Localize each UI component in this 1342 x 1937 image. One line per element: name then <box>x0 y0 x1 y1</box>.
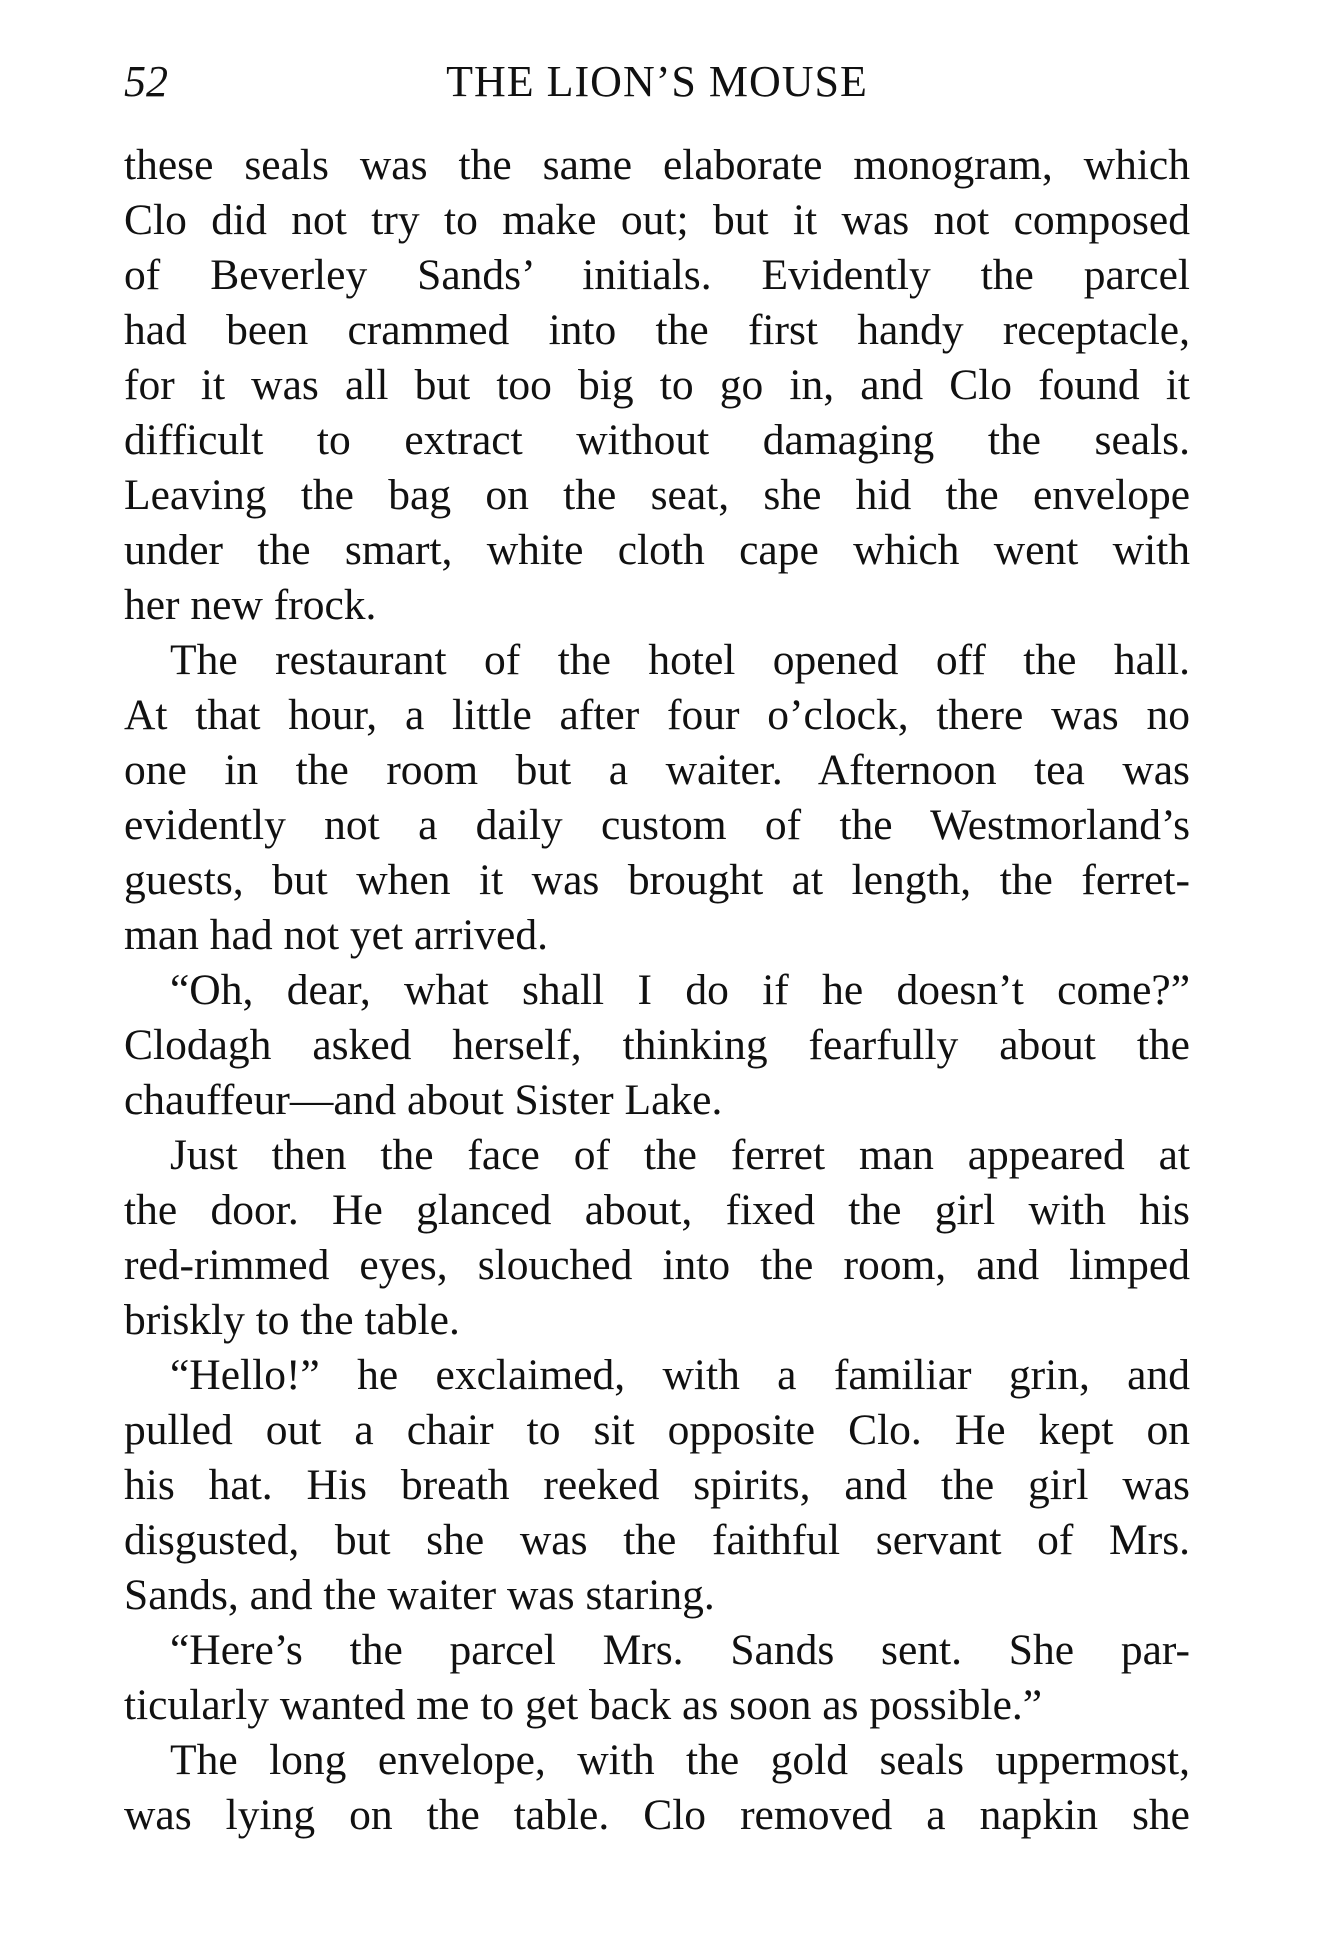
text-line: of Beverley Sands’ initials. Evidently the parcel <box>124 251 1190 299</box>
text-line: Clodagh asked herself, thinking fearfully about the <box>124 1021 1190 1069</box>
text-line: “Hello!” he exclaimed, with a familiar grin, and <box>170 1351 1190 1399</box>
page-number: 52 <box>124 57 168 106</box>
text-line: The long envelope, with the gold seals uppermost, <box>170 1736 1190 1784</box>
text-line: man had not yet arrived. <box>124 911 548 959</box>
text-line: Sands, and the waiter was staring. <box>124 1571 715 1619</box>
text-line: evidently not a daily custom of the Westmorland’s <box>124 801 1190 849</box>
text-line: these seals was the same elaborate monogram, which <box>124 141 1190 189</box>
text-line: her new frock. <box>124 581 377 629</box>
text-line: the door. He glanced about, fixed the girl with his <box>124 1186 1190 1234</box>
text-line: difficult to extract without damaging the seals. <box>124 416 1190 464</box>
text-line: ticularly wanted me to get back as soon as possible.” <box>124 1681 1043 1729</box>
text-line: was lying on the table. Clo removed a napkin she <box>124 1791 1190 1839</box>
text-line: had been crammed into the first handy receptacle, <box>124 306 1190 354</box>
text-line: At that hour, a little after four o’clock, there was no <box>124 691 1190 739</box>
text-line: under the smart, white cloth cape which went with <box>124 526 1190 574</box>
text-line: red-rimmed eyes, slouched into the room, and limped <box>124 1241 1190 1289</box>
body-text <box>124 138 1190 1843</box>
text-line: Clo did not try to make out; but it was not composed <box>124 196 1190 244</box>
text-line: guests, but when it was brought at length, the ferret- <box>124 856 1190 904</box>
text-line: Leaving the bag on the seat, she hid the envelope <box>124 471 1190 519</box>
text-line: chauffeur—and about Sister Lake. <box>124 1076 723 1124</box>
text-line: pulled out a chair to sit opposite Clo. He kept on <box>124 1406 1190 1454</box>
text-line: for it was all but too big to go in, and Clo found it <box>124 361 1190 409</box>
text-line: his hat. His breath reeked spirits, and the girl was <box>124 1461 1190 1509</box>
text-line: disgusted, but she was the faithful servant of Mrs. <box>124 1516 1190 1564</box>
text-line: one in the room but a waiter. Afternoon tea was <box>124 746 1190 794</box>
text-line: The restaurant of the hotel opened off the hall. <box>170 636 1190 684</box>
text-line: briskly to the table. <box>124 1296 460 1344</box>
text-line: “Here’s the parcel Mrs. Sands sent. She par- <box>170 1626 1190 1674</box>
text-line: “Oh, dear, what shall I do if he doesn’t come?” <box>170 966 1190 1014</box>
page-header <box>124 52 1190 112</box>
running-title: THE LION’S MOUSE <box>446 57 868 106</box>
text-line: Just then the face of the ferret man appeared at <box>170 1131 1190 1179</box>
